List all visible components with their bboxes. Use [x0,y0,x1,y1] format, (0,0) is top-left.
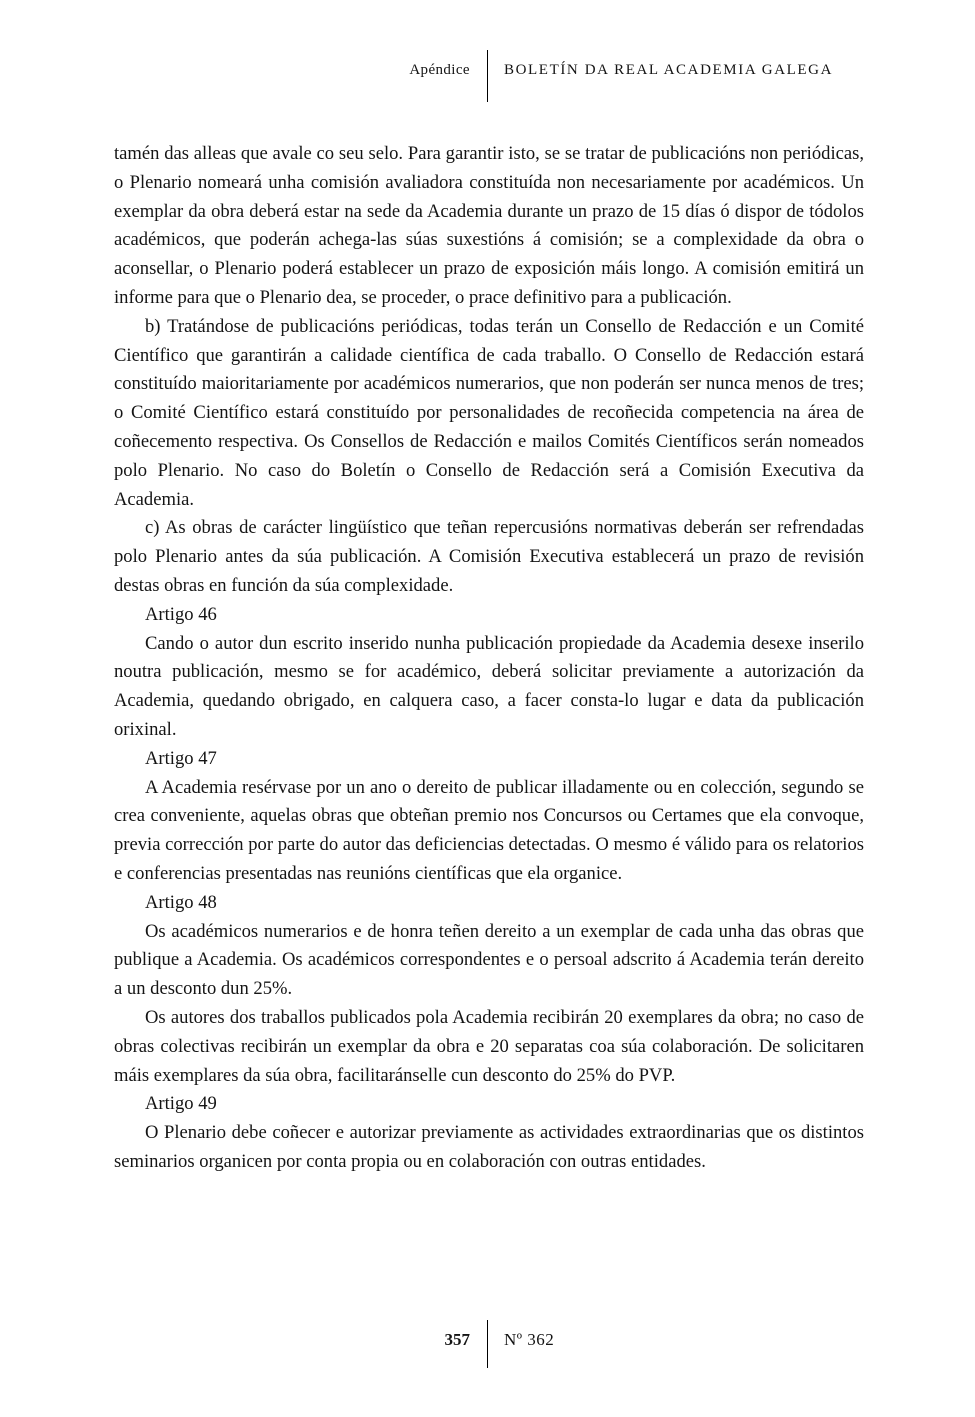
article-heading: Artigo 49 [145,1093,217,1115]
paragraph: Os académicos numerarios e de honra teñen dereito a un exemplar de cada unha das obras que publique a Academia. Os académicos correspondentes e o persoal adscrito á Academia terán dereito a un desconto dun 25%. [114,920,864,1000]
paragraph: tamén das alleas que avale co seu selo. Para garantir isto, se se tratar de publicacións non periódicas, o Plenario nomeará unha comisión avaliadora constituída non necesariamente por académicos. Un exemplar da obra deberá estar na sede da Academia durante un prazo de 15 días ó dispor de tódolos académicos, que poderán achega-las súas suxestións á comisión; se a complexidade da obra o aconsellar, o Plenario poderá establecer un prazo de exposición máis longo. A comisión emitirá un informe para que o Plenario dea, se proceder, o prace definitivo para a publicación. [114,143,864,308]
publication-title: BOLETÍN DA REAL ACADEMIA GALEGA [504,62,834,78]
paragraph: A Academia resérvase por un ano o dereito de publicar illadamente ou en colección, segundo se crea conveniente, aquelas obras que obteñan premio nos Concursos ou Certames que ela convoque, previa corrección por parte do autor das deficiencias detectadas. O mesmo é válido para os relatorios e conferencias presentadas nas reunións científicas que ela organice. [114,776,864,884]
footer-divider [487,1320,488,1368]
page-body [114,140,864,1177]
page-footer [0,1318,975,1370]
header-divider [487,50,488,102]
issue-number: Nº 362 [504,1330,555,1349]
page-header [0,48,975,104]
article-heading: Artigo 48 [145,891,217,913]
article-heading: Artigo 47 [145,747,217,769]
paragraph: O Plenario debe coñecer e autorizar previamente as actividades extraordinarias que os distintos seminarios organicen por conta propia ou en colaboración con outras entidades. [114,1122,864,1172]
paragraph: b) Tratándose de publicacións periódicas, todas terán un Consello de Redacción e un Comité Científico que garantirán a calidade científica de cada traballo. O Consello de Redacción estará constituído maioritariamente por académicos numerarios, que non poderán ser nunca menos de tres; o Comité Científico estará constituído por personalidades de recoñecida competencia na área de coñecemento respectiva. Os Consellos de Redacción e mailos Comités Científicos serán nomeados polo Plenario. No caso do Boletín o Consello de Redacción será a Comisión Executiva da Academia. [114,315,864,510]
article-heading: Artigo 46 [145,603,217,625]
paragraph: Cando o autor dun escrito inserido nunha publicación propiedade da Academia desexe inserilo noutra publicación, mesmo se for académico, deberá solicitar previamente a autorización da Academia, quedando obrigado, en calquera caso, a facer consta-lo lugar e data da publicación orixinal. [114,632,864,740]
paragraph: Os autores dos traballos publicados pola Academia recibirán 20 exemplares da obra; no caso de obras colectivas recibirán un exemplar da obra e 20 separatas coa súa colaboración. De solicitaren máis exemplares da súa obra, facilitaránselle cun desconto do 25% do PVP. [114,1006,864,1086]
header-section-label: Apéndice [409,62,470,78]
paragraph: c) As obras de carácter lingüístico que teñan repercusións normativas deberán ser refrendadas polo Plenario antes da súa publicación. A Comisión Executiva establecerá un prazo de revisión destas obras en función da súa complexidade. [114,517,864,596]
page-number: 357 [444,1330,470,1349]
